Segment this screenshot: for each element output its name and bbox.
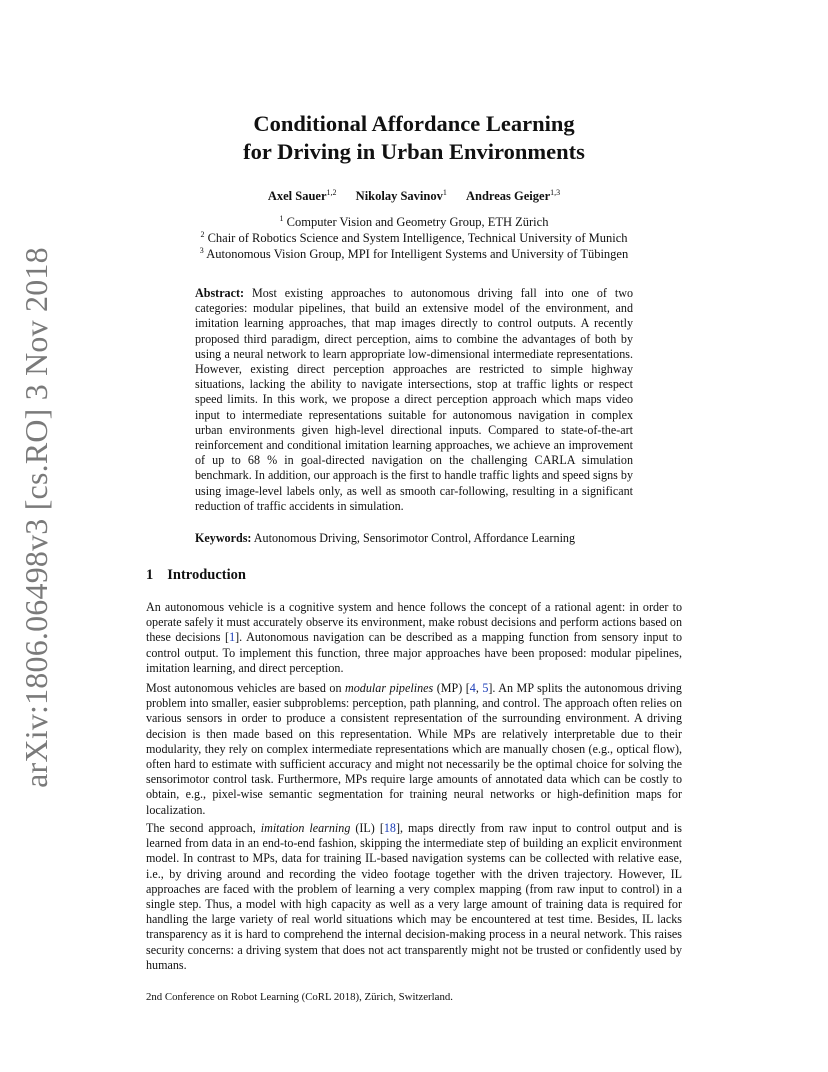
paragraph-text: Most autonomous vehicles are based on [146, 681, 346, 695]
affiliation-text: Chair of Robotics Science and System Intelligence, Technical University of Munich [207, 231, 628, 245]
affiliation-3 [146, 246, 682, 262]
author-name: Axel Sauer [267, 189, 327, 203]
intro-paragraph-2 [146, 681, 682, 818]
affiliation-mark: 1 [279, 213, 284, 223]
keywords-text: Autonomous Driving, Sensorimotor Control, Affordance Learning [253, 531, 576, 545]
affiliation-text: Computer Vision and Geometry Group, ETH Zürich [286, 215, 549, 229]
author-2 [356, 189, 447, 203]
affiliation-mark: 3 [199, 245, 204, 255]
paragraph-text: ]. Autonomous navigation can be described as a mapping function from sensory input to control output. To implement this function, three major approaches have been proposed: modular pipelines, imitation learning, and direct perception. [146, 630, 682, 675]
paragraph-text: An autonomous vehicle is a cognitive system and hence follows the concept of a rational agent: in order to operate safely it must accurately observe its environment, make robust decisions and perform actions based on these decisions [ [146, 600, 682, 645]
section-number: 1 [146, 567, 154, 583]
citation-link[interactable]: 1 [229, 630, 236, 645]
paragraph-text: (IL) [ [350, 821, 384, 835]
paragraph-text: ], maps directly from raw input to control output and is learned from data in an end-to-end fashion, skipping the intermediate step of building an explicit environment model. In contrast to MPs, data for training IL-based navigation systems can be collected with relative ease, i.e., by driving around and recording the video footage together with the driven trajectory. However, IL approaches are faced with the problem of learning a very complex mapping (from raw input to control) in a single step. Thus, a model with high capacity as well as a very large amount of training data is required for handling the large variety of real world situations which may be encountered at test time. Besides, IL lacks transparency as it is hard to comprehend the internal decision-making process in a neural network. This raises security concerns: a driving system that does not act transparently might not be trusted or confidently used by humans. [146, 821, 682, 972]
affiliation-list [146, 214, 682, 262]
conference-footer: 2nd Conference on Robot Learning (CoRL 2018), Zürich, Switzerland. [146, 991, 453, 1003]
affiliation-2 [146, 230, 682, 246]
affiliation-1 [146, 214, 682, 230]
paragraph-text: , [475, 681, 483, 695]
author-name: Nikolay Savinov [355, 189, 443, 203]
author-affil-mark: 1,3 [550, 187, 561, 197]
intro-paragraph-3 [146, 821, 682, 973]
affiliation-mark: 2 [200, 229, 205, 239]
paragraph-text: (MP) [ [433, 681, 470, 695]
title-line-2: for Driving in Urban Environments [243, 139, 585, 164]
arxiv-identifier-stamp [8, 246, 64, 788]
arxiv-identifier-text: arXiv:1806.06498v3 [cs.RO] 3 Nov 2018 [17, 246, 54, 788]
author-name: Andreas Geiger [465, 189, 551, 203]
intro-paragraph-1 [146, 600, 682, 676]
author-1 [268, 189, 337, 203]
section-title: Introduction [167, 567, 246, 583]
paper-title [146, 110, 682, 166]
abstract-label: Abstract: [195, 286, 245, 300]
paragraph-text: ]. An MP splits the autonomous driving problem into smaller, easier subproblems: perception, path planning, and control. The approach often relies on various sensors in order to produce a consistent representation of the surrounding environment. A driving decision is then made based on this representation. While MPs are relatively interpretable due to their modularity, they rely on complex intermediate representations which are manually chosen (e.g., optical flow), often hard to estimate with sufficient accuracy and might not necessarily be the optimal choice for solving the sensorimotor control task. Furthermore, MPs require large amounts of annotated data which can be costly to obtain, e.g., pixel-wise semantic segmentation for training neural networks or high-definition maps for localization. [146, 681, 682, 817]
author-3 [466, 189, 560, 203]
abstract [195, 286, 633, 514]
citation-link[interactable]: 18 [383, 821, 396, 835]
paragraph-text: The second approach, [146, 821, 261, 835]
citation-link[interactable]: 5 [482, 681, 489, 695]
affiliation-text: Autonomous Vision Group, MPI for Intelligent Systems and University of Tübingen [206, 247, 629, 261]
section-heading [146, 567, 246, 584]
emphasis-term: imitation learning [260, 821, 351, 835]
title-line-1: Conditional Affordance Learning [253, 111, 575, 136]
author-affil-mark: 1,2 [326, 187, 337, 197]
author-list [146, 189, 682, 204]
author-affil-mark: 1 [442, 187, 447, 197]
keywords [195, 531, 633, 546]
emphasis-term: modular pipelines [345, 681, 434, 695]
abstract-text: Most existing approaches to autonomous driving fall into one of two categories: modular pipelines, that build an extensive model of the environment, and imitation learning approaches, that map images directly to control outputs. A recently proposed third paradigm, direct perception, aims to combine the advantages of both by using a neural network to learn appropriate low-dimensional intermediate representations. However, existing direct perception approaches are restricted to simple highway situations, lacking the ability to navigate intersections, stop at traffic lights or respect speed limits. In this work, we propose a direct perception approach which maps video input to intermediate representations suitable for autonomous navigation in complex urban environments given high-level directional inputs. Compared to state-of-the-art reinforcement and conditional imitation learning approaches, we achieve an improvement of up to 68 % in goal-directed navigation on the challenging CARLA simulation benchmark. In addition, our approach is the first to handle traffic lights and speed signs by using image-level labels only, as well as smooth car-following, resulting in a significant reduction of traffic accidents in simulation. [195, 286, 634, 513]
citation-link[interactable]: 4 [469, 681, 476, 695]
keywords-label: Keywords: [195, 531, 252, 545]
